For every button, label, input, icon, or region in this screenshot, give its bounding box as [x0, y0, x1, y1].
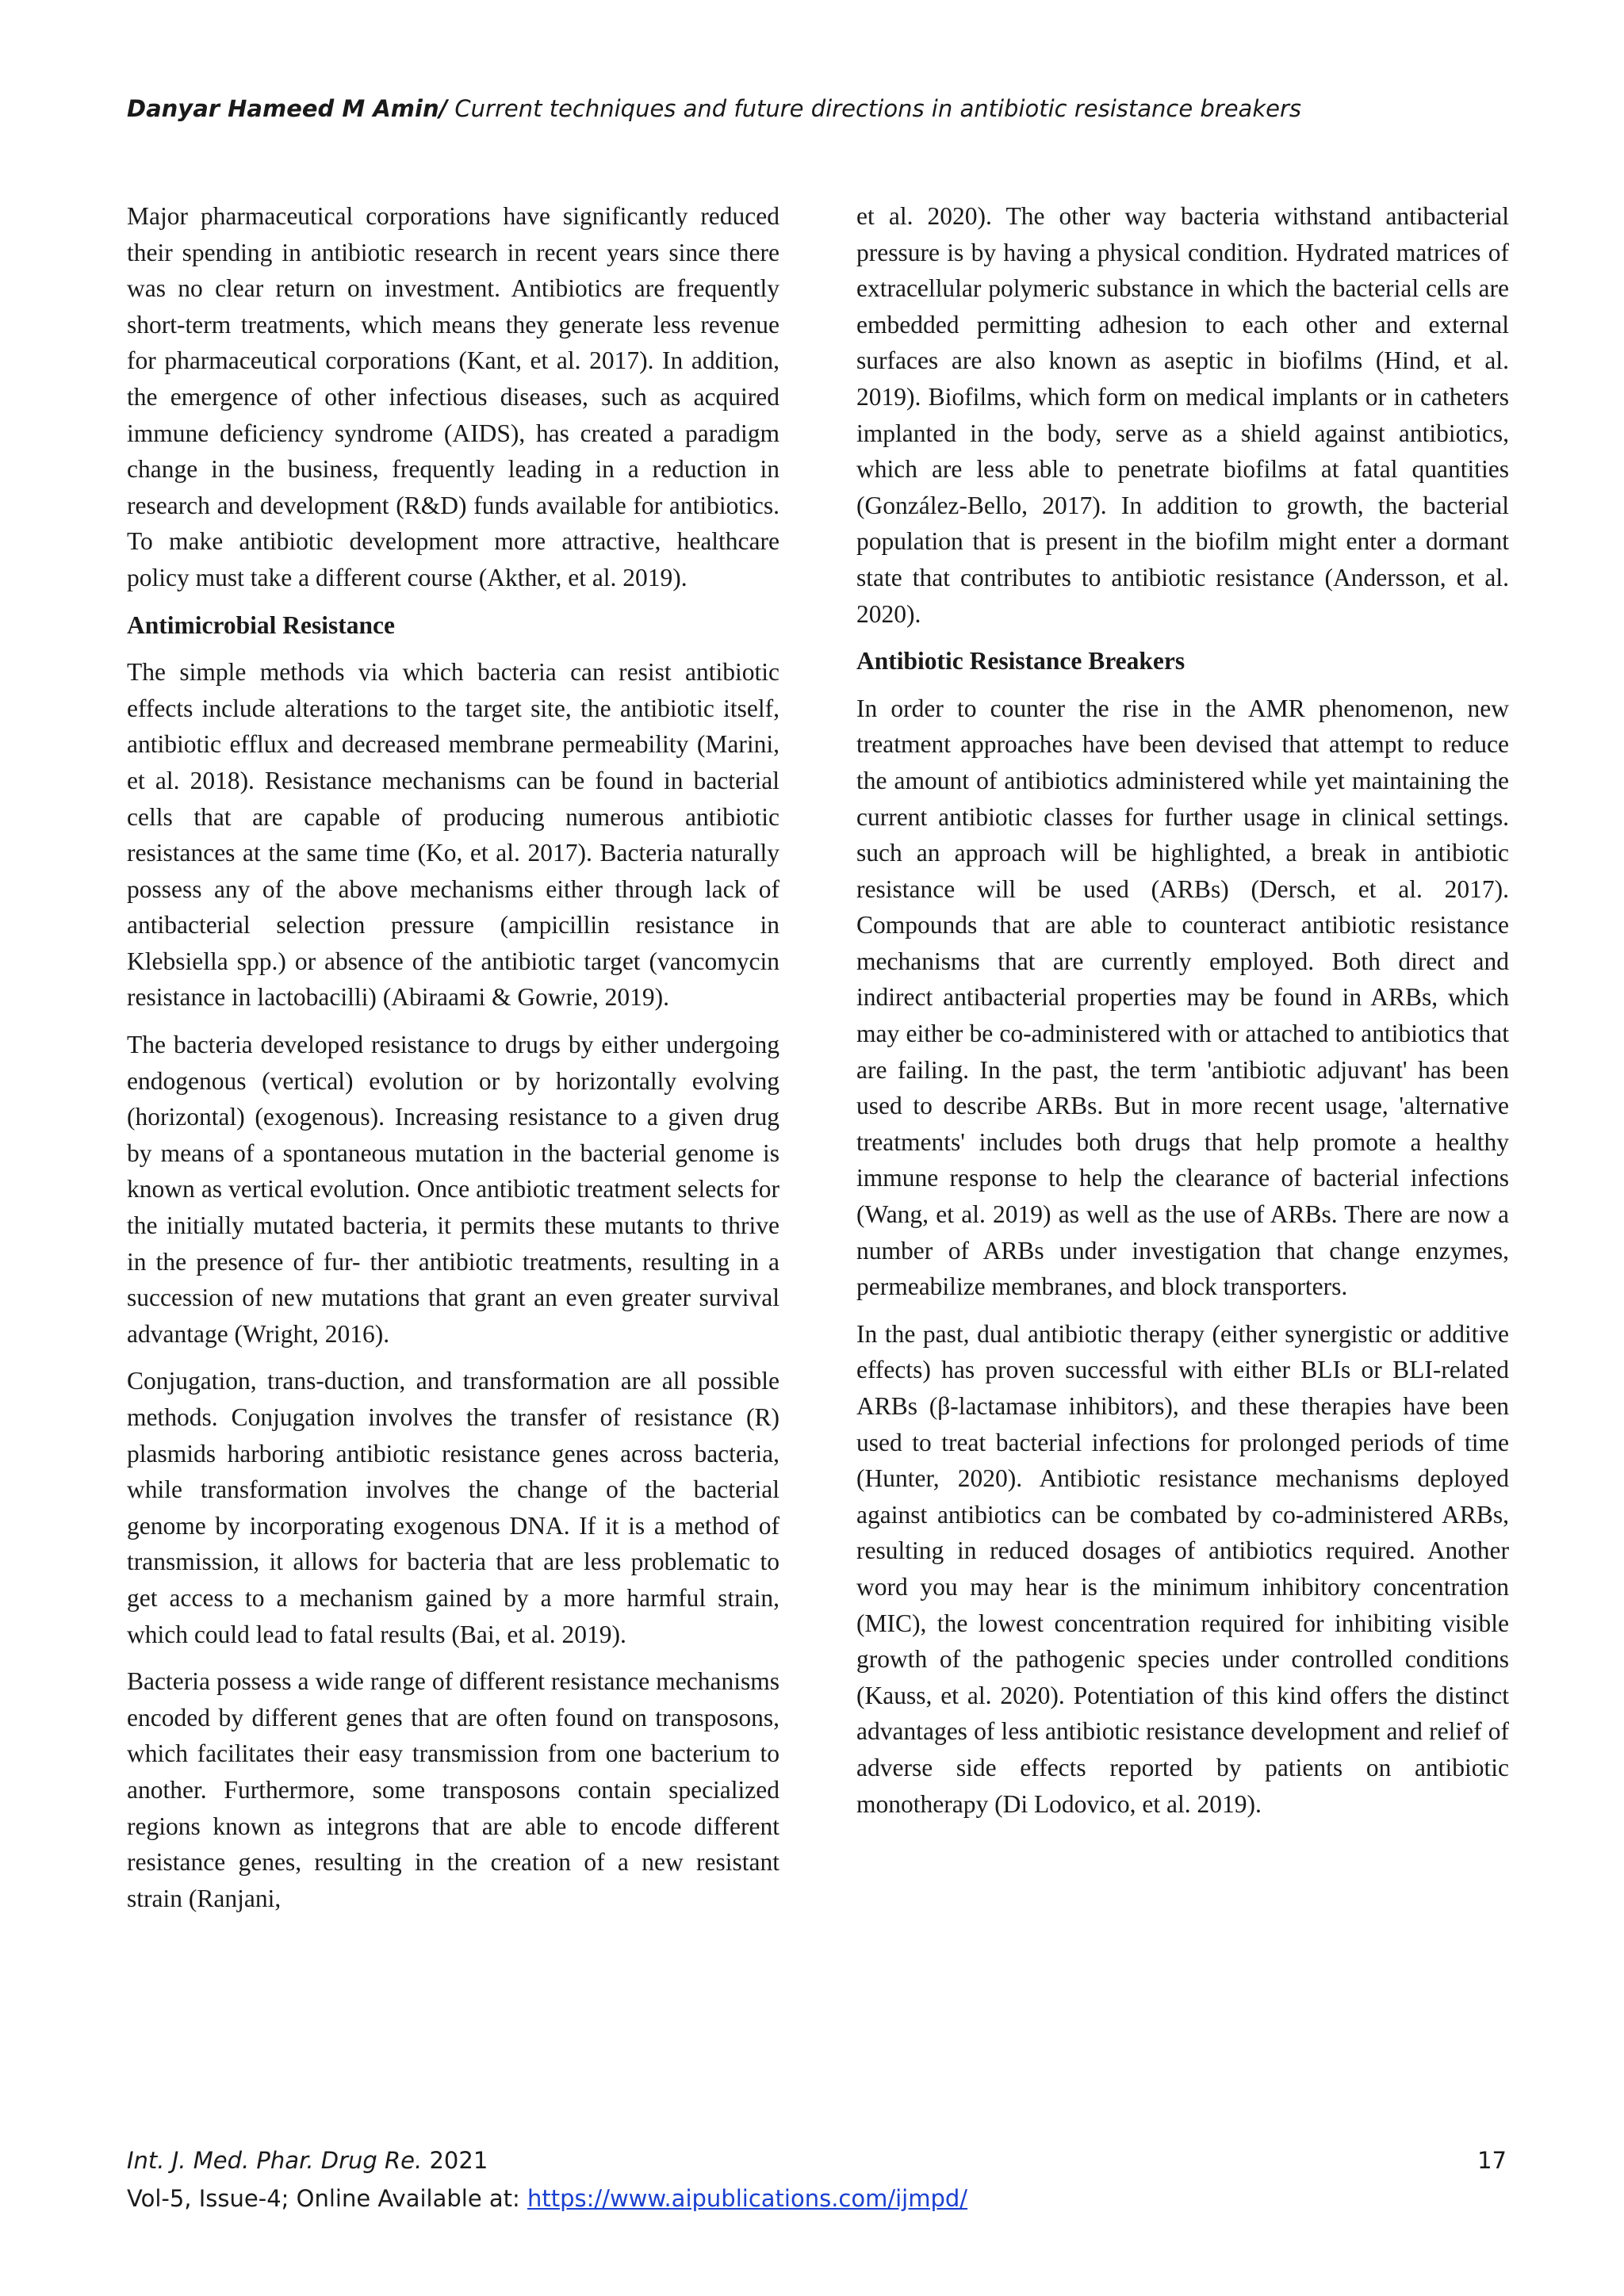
footer-volume-line: [127, 2185, 1507, 2212]
paragraph: Major pharmaceutical corporations have significantly reduced their spending in antibiotic research in recent years since there was no clear return on investment. Antibiotics are frequently short-term treatments, which means they generate less revenue for pharmaceutical corporations (Kant, et al. 2017). In addition, the emergence of other infectious diseases, such as acquired immune deficiency syndrome (AIDS), has created a paradigm change in the business, frequently leading in a reduction in research and development (R&D) funds available for antibiotics. To make antibiotic development more attractive, healthcare policy must take a different course (Akther, et al. 2019).: [127, 202, 779, 591]
footer-year: 2021: [422, 2147, 488, 2174]
paragraph: The simple methods via which bacteria can resist antibiotic effects include alterations to the target site, the antibiotic itself, antibiotic efflux and decreased membrane permeability (Marini, et al. 2018). Resistance mechanisms can be found in bacterial cells that are capable of producing numerous antibiotic resistances at the same time (Ko, et al. 2017). Bacteria naturally possess any of the above mechanisms either through lack of antibacterial selection pressure (ampicillin resistance in Klebsiella spp.) or absence of the antibiotic target (vancomycin resistance in lactobacilli) (Abiraami & Gowrie, 2019).: [127, 658, 779, 1012]
paragraph: Bacteria possess a wide range of different resistance mechanisms encoded by different genes that are often found on transposons, which facilitates their easy transmission from one bacterium to another. Furthermore, some transposons contain specialized regions known as integrons that are able to encode different resistance genes, resulting in the creation of a new resistant strain (Ranjani,: [127, 1667, 779, 1912]
page-number: 17: [1477, 2147, 1507, 2174]
footer-journal-line: [127, 2147, 1507, 2174]
paragraph: In the past, dual antibiotic therapy (either synergistic or additive effects) has proven successful with either BLIs or BLI-related ARBs (β-lactamase inhibitors), and these therapies have been used to treat bacterial infections for prolonged periods of time (Hunter, 2020). Antibiotic resistance mechanisms deployed against antibiotics can be combated by co-administered ARBs, resulting in reduced dosages of antibiotics required. Another word you may hear is the minimum inhibitory concentration (MIC), the lowest concentration required for inhibiting visible growth of the pathogenic species under controlled conditions (Kauss, et al. 2020). Potentiation of this kind offers the distinct advantages of less antibiotic resistance development and relief of adverse side effects reported by patients on antibiotic monotherapy (Di Lodovico, et al. 2019).: [856, 1319, 1509, 1818]
journal-url-link[interactable]: https://www.aipublications.com/ijmpd/: [527, 2185, 968, 2212]
section-heading: Antibiotic Resistance Breakers: [856, 647, 1185, 675]
right-column: [856, 198, 1509, 1833]
running-header: [127, 95, 1507, 122]
left-column: [127, 198, 779, 1927]
paragraph: The bacteria developed resistance to drugs by either undergoing endogenous (vertical) evolution or by horizontally evolving (horizontal) (exogenous). Increasing resistance to a given drug by means of a spontaneous mutation in the bacterial genome is known as vertical evolution. Once antibiotic treatment selects for the initially mutated bacteria, it permits these mutants to thrive in the presence of fur- ther antibiotic treatments, resulting in a succession of new mutations that grant an even greater survival advantage (Wright, 2016).: [127, 1031, 779, 1348]
paragraph: In order to counter the rise in the AMR phenomenon, new treatment approaches have been devised that attempt to reduce the amount of antibiotics administered while yet maintaining the current antibiotic classes for further usage in clinical settings. such an approach will be highlighted, a break in antibiotic resistance will be used (ARBs) (Dersch, et al. 2017). Compounds that are able to counteract antibiotic resistance mechanisms that are currently employed. Both direct and indirect antibacterial properties may be found in ARBs, which may either be co-administered with or attached to antibiotics that are failing. In the past, the term 'antibiotic adjuvant' has been used to describe ARBs. But in more recent usage, 'alternative treatments' includes both drugs that help promote a healthy immune response to help the clearance of bacterial infections (Wang, et al. 2019) as well as the use of ARBs. There are now a number of ARBs under investigation that change enzymes, permeabilize membranes, and block transporters.: [856, 694, 1509, 1301]
section-heading: Antimicrobial Resistance: [127, 610, 396, 639]
paragraph: et al. 2020). The other way bacteria withstand antibacterial pressure is by having a physical condition. Hydrated matrices of extracellular polymeric substance in which the bacterial cells are embedded permitting adhesion to each other and external surfaces are also known as aseptic in biofilms (Hind, et al. 2019). Biofilms, which form on medical implants or in catheters implanted in the body, serve as a shield against antibiotics, which are less able to penetrate biofilms at fatal quantities (González-Bello, 2017). In addition to growth, the bacterial population that is present in the biofilm might enter a dormant state that contributes to antibiotic resistance (Andersson, et al. 2020).: [856, 202, 1509, 628]
header-title: Current techniques and future directions in antibiotic resistance breakers: [447, 95, 1301, 122]
footer-journal: Int. J. Med. Phar. Drug Re.: [127, 2147, 423, 2174]
footer-volume: Vol-5, Issue-4; Online Available at:: [127, 2185, 528, 2212]
header-author: Danyar Hameed M Amin/: [127, 95, 448, 122]
paragraph: Conjugation, trans-duction, and transformation are all possible methods. Conjugation involves the transfer of resistance (R) plasmids harboring antibiotic resistance genes across bacteria, while transformation involves the change of the bacterial genome by incorporating exogenous DNA. If it is a method of transmission, it allows for bacteria that are less problematic to get access to a mechanism gained by a more harmful strain, which could lead to fatal results (Bai, et al. 2019).: [127, 1367, 779, 1648]
